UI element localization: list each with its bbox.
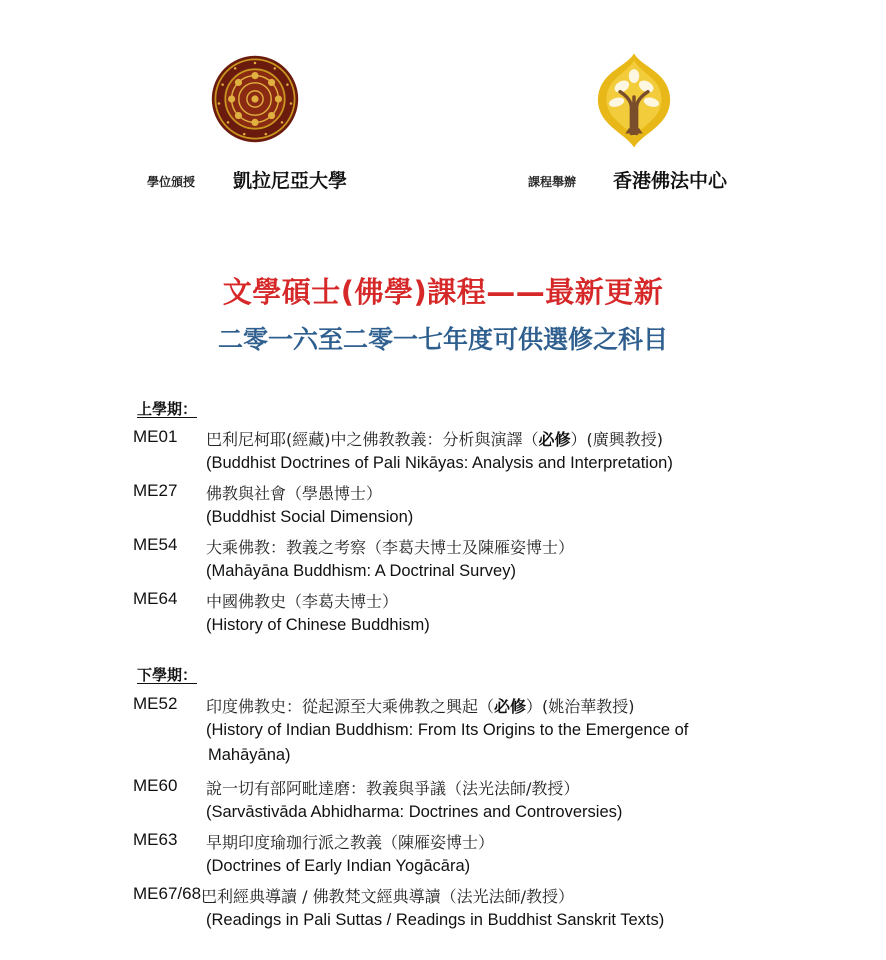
degree-awarded-label: 學位頒授: [147, 175, 196, 189]
course-code: ME67/68: [133, 884, 202, 903]
course-title-en: (Mahāyāna Buddhism: A Doctrinal Survey): [206, 562, 516, 580]
course-code: ME54: [133, 535, 178, 554]
main-title: 文學碩士(佛學)課程——最新更新: [222, 275, 664, 309]
course-title-zh: 巴利尼柯耶(經藏)中之佛教教義：分析與演譯（必修）(廣興教授): [206, 430, 664, 449]
course-title-zh: 早期印度瑜珈行派之教義（陳雁姿博士）: [206, 833, 495, 852]
course-title-en-cont: Mahāyāna): [208, 746, 291, 764]
course-organizer-label: 課程舉辦: [528, 175, 577, 189]
course-title-zh: 佛教與社會（學愚博士）: [206, 484, 383, 503]
course-title-en: (Buddhist Social Dimension): [206, 508, 414, 526]
course-title-en: (History of Indian Buddhism: From Its Origins to the Emergence of: [206, 721, 689, 739]
course-title-en: (Sarvāstivāda Abhidharma: Doctrines and Controversies): [206, 803, 623, 821]
course-code: ME60: [133, 776, 178, 795]
course-code: ME63: [133, 830, 178, 849]
required-mark: 必修: [494, 697, 527, 716]
course-code: ME64: [133, 589, 178, 608]
sub-title: 二零一六至二零一七年度可供選修之科目: [217, 325, 668, 354]
university-name: 凱拉尼亞大學: [233, 170, 348, 192]
semester1-heading: 上學期：: [137, 400, 198, 418]
university-seal-icon: [210, 54, 300, 144]
course-title-en: (Doctrines of Early Indian Yogācāra): [206, 857, 471, 875]
course-title-zh: 大乘佛教：教義之考察（李葛夫博士及陳雁姿博士）: [206, 538, 575, 557]
semester2-heading: 下學期：: [137, 666, 198, 684]
course-title-zh: 說一切有部阿毗達磨：教義與爭議（法光法師/教授）: [206, 779, 580, 798]
course-code: ME01: [133, 427, 178, 446]
course-title-en: (Buddhist Doctrines of Pali Nikāyas: Analysis and Interpretation): [206, 454, 673, 472]
course-title-zh: 中國佛教史（李葛夫博士）: [206, 592, 399, 611]
course-title-zh: 巴利經典導讀 / 佛教梵文經典導讀（法光法師/教授）: [201, 887, 574, 906]
course-code: ME27: [133, 481, 178, 500]
required-mark: 必修: [538, 430, 571, 449]
course-title-en: (History of Chinese Buddhism): [206, 616, 430, 634]
center-name: 香港佛法中心: [613, 170, 728, 192]
course-code: ME52: [133, 694, 178, 713]
bodhi-leaf-logo: [590, 50, 678, 150]
course-title-en: (Readings in Pali Suttas / Readings in Buddhist Sanskrit Texts): [206, 911, 665, 929]
course-title-zh: 印度佛教史：從起源至大乘佛教之興起（必修）(姚治華教授): [206, 697, 635, 716]
